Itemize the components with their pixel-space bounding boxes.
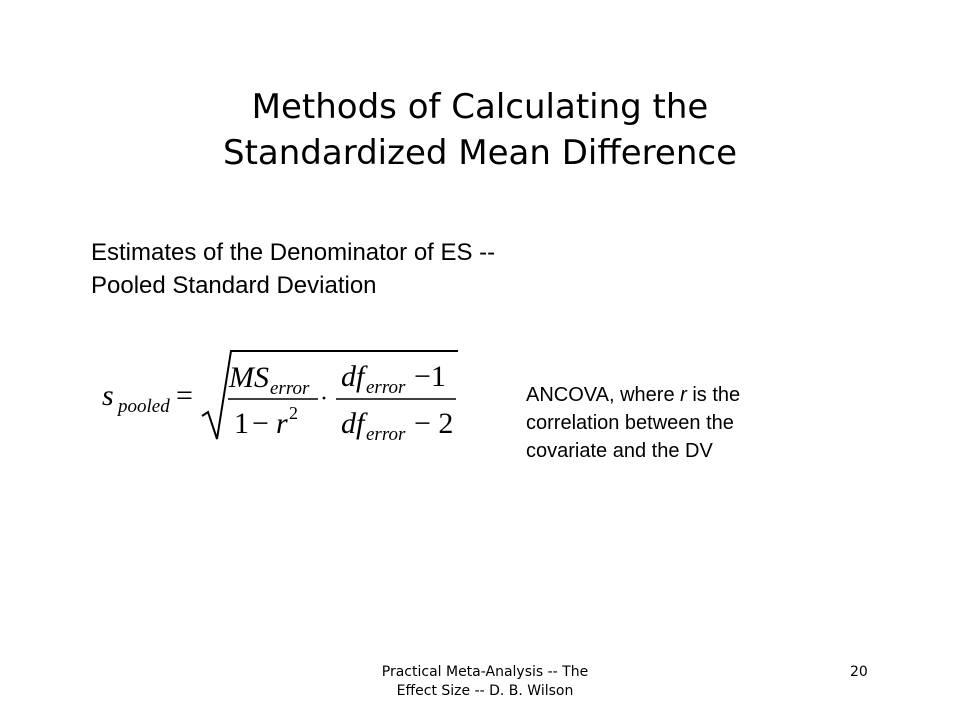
formula-lhs-subscript: pooled <box>118 396 170 417</box>
formula-df-top: df <box>341 360 365 393</box>
footer-line-2: Effect Size -- D. B. Wilson <box>396 683 574 699</box>
note-line-1-pre: ANCOVA, where <box>526 384 681 406</box>
formula-equals: = <box>176 379 193 412</box>
formula-minus-two: − 2 <box>414 407 454 440</box>
title-line-2: Standardized Mean Difference <box>222 133 737 173</box>
pooled-sd-formula <box>96 342 466 452</box>
formula-ms: MS <box>229 361 269 394</box>
formula-exponent: 2 <box>289 403 298 423</box>
footer-line-1: Practical Meta-Analysis -- The <box>381 664 589 680</box>
subheading-line-1: Estimates of the Denominator of ES -- <box>91 239 496 266</box>
slide-title <box>0 84 960 176</box>
page-number: 20 <box>850 664 868 680</box>
formula-one: 1 <box>234 407 249 440</box>
formula-lhs-s: s <box>102 379 114 412</box>
slide-footer <box>330 663 640 701</box>
formula-minus-one: −1 <box>414 360 446 393</box>
title-line-1: Methods of Calculating the <box>251 87 709 127</box>
note-line-1 <box>526 381 740 409</box>
note-line-3: covariate and the DV <box>526 440 713 462</box>
formula-r: r <box>276 407 288 440</box>
subheading <box>91 236 495 302</box>
ancova-note <box>526 381 740 465</box>
note-line-1-post: is the <box>686 384 741 406</box>
formula-df-bottom: df <box>341 407 365 440</box>
subheading-line-2: Pooled Standard Deviation <box>91 272 377 299</box>
formula-ms-subscript: error <box>270 378 310 399</box>
note-line-1-var: r <box>680 384 687 406</box>
formula-dot: · <box>320 386 328 412</box>
note-line-2: correlation between the <box>526 412 734 434</box>
formula-minus: − <box>252 407 269 440</box>
formula-df-bottom-subscript: error <box>366 424 406 445</box>
formula-df-top-subscript: error <box>366 377 406 398</box>
